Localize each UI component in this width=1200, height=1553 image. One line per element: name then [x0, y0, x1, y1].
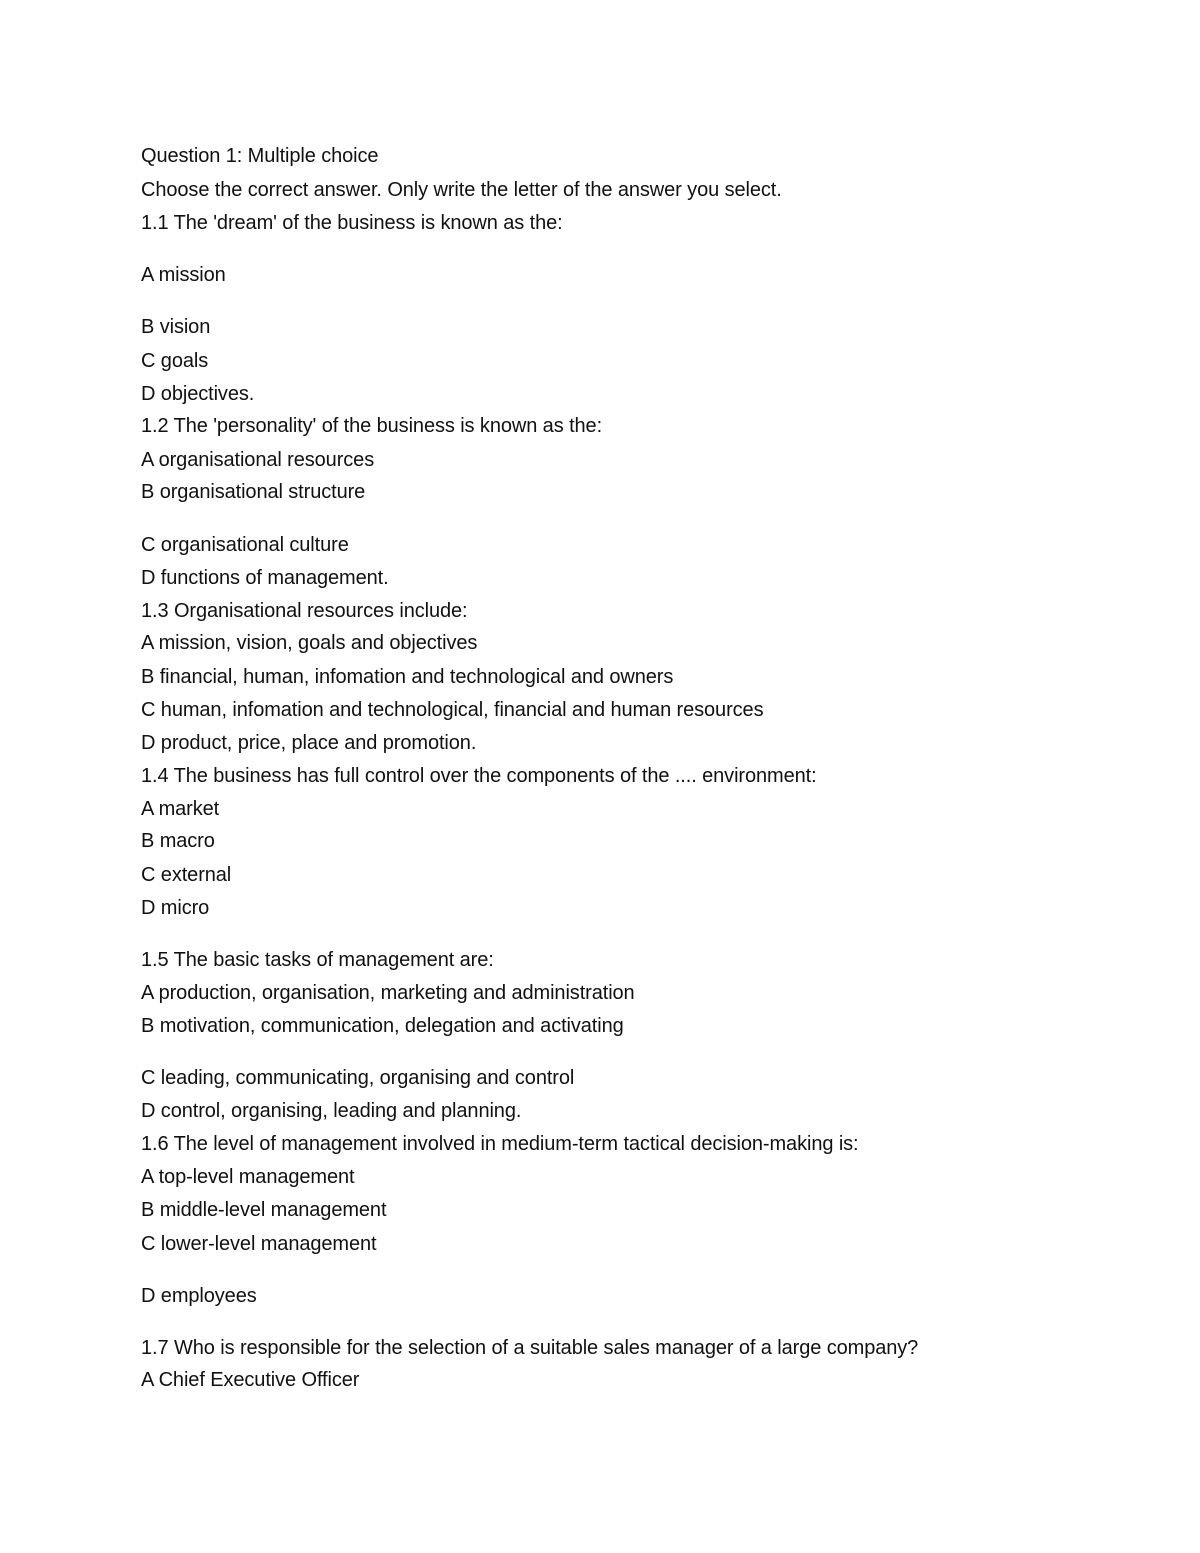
- option-1-4-d: D micro: [141, 897, 210, 919]
- option-1-4-b: B macro: [141, 830, 215, 852]
- question-1-5: 1.5 The basic tasks of management are:: [141, 949, 494, 971]
- option-1-1-a: A mission: [141, 264, 226, 286]
- option-1-7-a: A Chief Executive Officer: [141, 1369, 360, 1391]
- option-1-3-b: B financial, human, infomation and technological and owners: [141, 666, 674, 688]
- option-1-2-c: C organisational culture: [141, 534, 349, 556]
- option-1-2-a: A organisational resources: [141, 449, 375, 471]
- question-1-6: 1.6 The level of management involved in medium-term tactical decision-making is:: [141, 1133, 859, 1155]
- option-1-3-d: D product, price, place and promotion.: [141, 732, 477, 754]
- question-1-7: 1.7 Who is responsible for the selection of a suitable sales manager of a large company?: [141, 1337, 919, 1359]
- option-1-6-d: D employees: [141, 1285, 257, 1307]
- instructions: Choose the correct answer. Only write the letter of the answer you select.: [141, 179, 782, 201]
- option-1-1-c: C goals: [141, 350, 209, 372]
- question-1-1: 1.1 The 'dream' of the business is known as the:: [141, 212, 563, 234]
- option-1-6-c: C lower-level management: [141, 1233, 377, 1255]
- section-heading: Question 1: Multiple choice: [141, 145, 379, 167]
- option-1-4-c: C external: [141, 864, 232, 886]
- question-1-2: 1.2 The 'personality' of the business is known as the:: [141, 415, 603, 437]
- option-1-1-d: D objectives.: [141, 383, 255, 405]
- option-1-2-d: D functions of management.: [141, 567, 389, 589]
- question-1-3: 1.3 Organisational resources include:: [141, 600, 468, 622]
- option-1-5-c: C leading, communicating, organising and control: [141, 1067, 575, 1089]
- option-1-1-b: B vision: [141, 316, 211, 338]
- option-1-3-c: C human, infomation and technological, financial and human resources: [141, 699, 764, 721]
- option-1-4-a: A market: [141, 798, 220, 820]
- question-1-4: 1.4 The business has full control over the components of the .... environment:: [141, 765, 817, 787]
- option-1-5-d: D control, organising, leading and planning.: [141, 1100, 522, 1122]
- option-1-2-b: B organisational structure: [141, 481, 366, 503]
- option-1-3-a: A mission, vision, goals and objectives: [141, 632, 478, 654]
- option-1-6-b: B middle-level management: [141, 1199, 387, 1221]
- option-1-5-a: A production, organisation, marketing and administration: [141, 982, 635, 1004]
- option-1-5-b: B motivation, communication, delegation and activating: [141, 1015, 624, 1037]
- option-1-6-a: A top-level management: [141, 1166, 355, 1188]
